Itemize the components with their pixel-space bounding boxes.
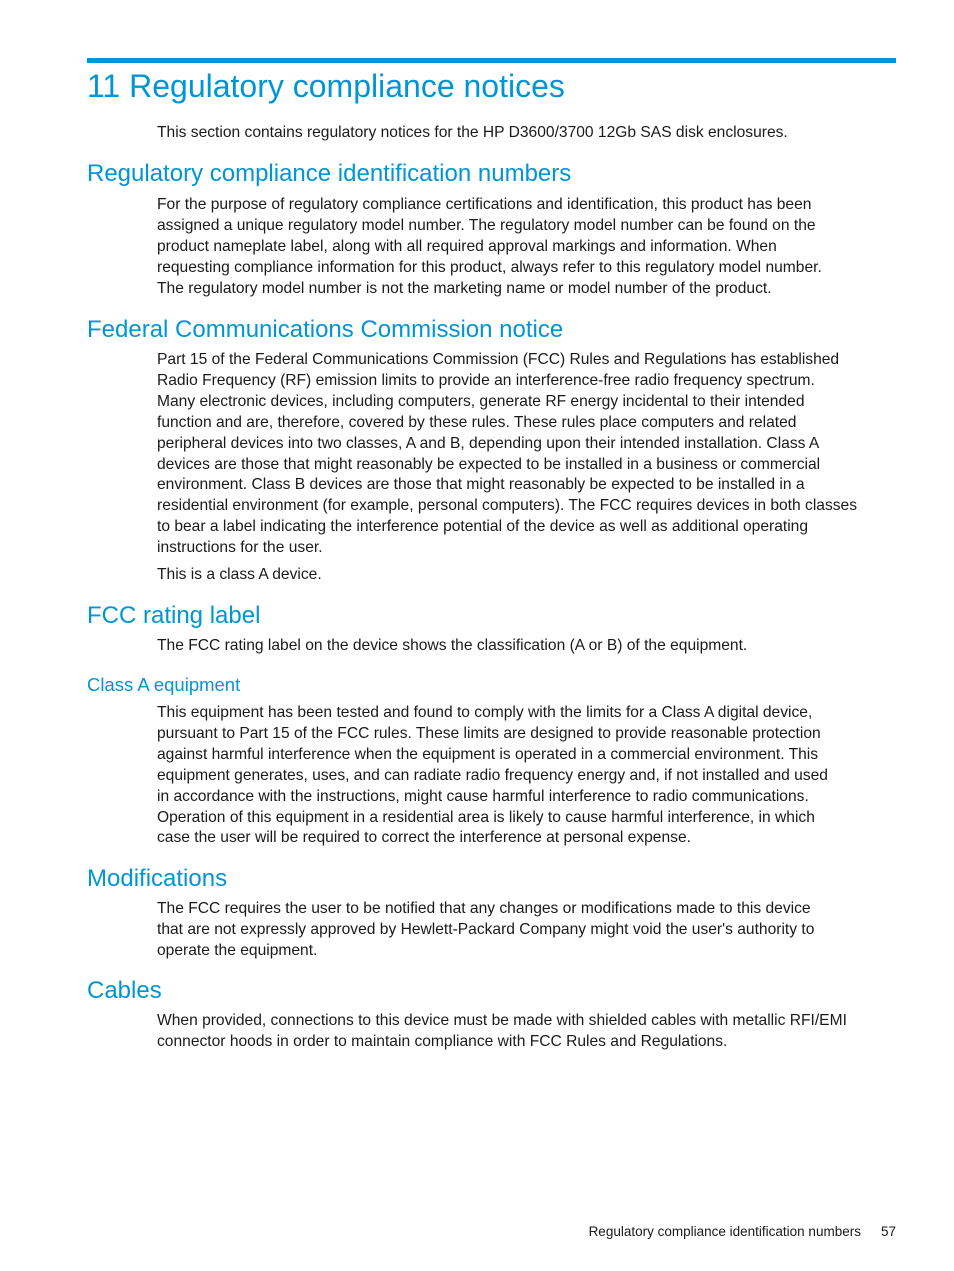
paragraph-line: residential environment (for example, personal computers). The FCC requires devices in both classes <box>157 497 858 515</box>
footer-section-name: Regulatory compliance identification numbers <box>588 1224 861 1239</box>
section-heading-fcc-rating-label: FCC rating label <box>87 602 261 629</box>
paragraph-line: environment. Class B devices are those that might reasonably be expected to be installed in a <box>157 476 805 494</box>
paragraph-line: product nameplate label, along with all required approval markings and information. When <box>157 237 777 255</box>
paragraph-line: assigned a unique regulatory model number. The regulatory model number can be found on the <box>157 216 816 234</box>
regulatory-id-paragraph <box>157 195 897 300</box>
paragraph-line: instructions for the user. <box>157 539 323 557</box>
paragraph-line: requesting compliance information for this product, always refer to this regulatory model number. <box>157 258 822 276</box>
paragraph-line: to bear a label indicating the interference potential of the device as well as additional operating <box>157 518 809 536</box>
paragraph-line: Operation of this equipment in a residential area is likely to cause harmful interference, in which <box>157 808 815 826</box>
fcc-rating-paragraph: The FCC rating label on the device shows the classification (A or B) of the equipment. <box>157 637 748 654</box>
modifications-paragraph <box>157 899 897 962</box>
fcc-notice-paragraph <box>157 350 897 559</box>
paragraph-line: The FCC requires the user to be notified that any changes or modifications made to this device <box>157 900 811 917</box>
paragraph-line: Radio Frequency (RF) emission limits to provide an interference-free radio frequency spectrum. <box>157 371 815 389</box>
section-heading-fcc-notice: Federal Communications Commission notice <box>87 316 564 343</box>
paragraph-line: equipment generates, uses, and can radiate radio frequency energy and, if not installed and used <box>157 766 828 784</box>
paragraph-line: When provided, connections to this device must be made with shielded cables with metallic RFI/EMI <box>157 1012 847 1029</box>
section-heading-cables: Cables <box>87 977 162 1004</box>
paragraph-line: connector hoods in order to maintain compliance with FCC Rules and Regulations. <box>157 1032 728 1050</box>
paragraph-line: Part 15 of the Federal Communications Commission (FCC) Rules and Regulations has established <box>157 351 840 368</box>
paragraph-line: Many electronic devices, including computers, generate RF energy incidental to their intended <box>157 392 805 410</box>
paragraph-line: This equipment has been tested and found to comply with the limits for a Class A digital device, <box>157 704 813 721</box>
paragraph-line: case the user will be required to correct the interference at personal expense. <box>157 829 691 847</box>
page-footer <box>589 1222 896 1242</box>
paragraph-line: peripheral devices into two classes, A and B, depending upon their intended installation. Class A <box>157 434 820 452</box>
class-a-device-note: This is a class A device. <box>157 566 322 583</box>
section-heading-modifications: Modifications <box>87 865 228 892</box>
paragraph-line: pursuant to Part 15 of the FCC rules. These limits are designed to provide reasonable protection <box>157 724 821 742</box>
paragraph-line: in accordance with the instructions, might cause harmful interference to radio communications. <box>157 787 809 805</box>
paragraph-line: devices are those that might reasonably be expected to be installed in a business or commercial <box>157 455 821 473</box>
chapter-intro-paragraph: This section contains regulatory notices for the HP D3600/3700 12Gb SAS disk enclosures. <box>157 124 788 141</box>
paragraph-line: operate the equipment. <box>157 941 318 959</box>
chapter-title: 11 Regulatory compliance notices <box>87 68 565 104</box>
paragraph-line: function and are, therefore, covered by these rules. These rules place computers and related <box>157 413 797 431</box>
paragraph-line: against harmful interference when the equipment is operated in a commercial environment. This <box>157 745 819 763</box>
footer-page-number: 57 <box>880 1224 896 1239</box>
section-heading-regulatory-id-numbers: Regulatory compliance identification numbers <box>87 160 572 187</box>
chapter-top-rule <box>87 58 896 63</box>
class-a-equipment-paragraph <box>157 703 897 849</box>
subsection-heading-class-a-equipment: Class A equipment <box>87 674 241 695</box>
paragraph-line: For the purpose of regulatory compliance certifications and identification, this product has been <box>157 196 812 213</box>
cables-paragraph <box>157 1011 897 1053</box>
paragraph-line: that are not expressly approved by Hewlett-Packard Company might void the user's authority to <box>157 920 815 938</box>
paragraph-line: The regulatory model number is not the marketing name or model number of the product. <box>157 279 772 297</box>
